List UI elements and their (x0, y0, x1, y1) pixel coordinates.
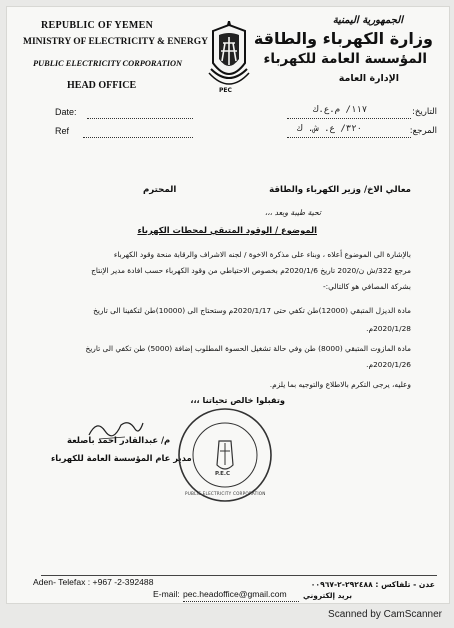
date-label: Date: (55, 107, 77, 117)
para1-line1: بالإشارة الى الموضوع أعلاه ، وبناء على مذكرة الاخوة / لجنه الاشراف والرقابة منحة وقود الكهرباء (113, 250, 411, 259)
logo-caption: PEC (219, 87, 232, 94)
official-stamp (175, 405, 275, 505)
respect-label: المحترم (143, 185, 177, 195)
stamp-ring-text: PUBLIC ELECTRICITY CORPORATION (185, 491, 266, 496)
para2-line1: مادة الديزل المتبقي (12000)طن تكفي حتى 2020/1/17م وستحتاج الى (10000)طن لتكفينا الى تاريخ (93, 306, 411, 315)
signatory-name: م/ عبدالقادر احمد باصلعة (67, 435, 171, 445)
ar-ref-label: المرجع: (409, 126, 437, 136)
addressee: معالي الاخ/ وزير الكهرباء والطاقة (269, 185, 411, 195)
footer-phone-en: Aden- Telefax : +967 -2-392488 (33, 577, 154, 587)
en-header-line-1: REPUBLIC OF YEMEN (41, 20, 154, 31)
ar-header-line-2: وزارة الكهرباء والطاقة (253, 29, 433, 48)
ref-label: Ref (55, 126, 70, 136)
para3-line1: مادة المازوت المتبقي (8000) طن وفي حالة تشغيل الحسوة المطلوب إضافة (5000) طن تكفي الى تاريخ (85, 344, 411, 353)
closing-request: وعليه، يرجى التكرم بالاطلاع والتوجيه بما يلزم. (269, 380, 411, 389)
footer-email-line (183, 601, 299, 602)
pec-logo (205, 21, 253, 97)
en-header-line-3: PUBLIC ELECTRICITY CORPORATION (33, 59, 183, 68)
date-line (87, 118, 193, 119)
ar-header-line-4: الإدارة العامة (338, 73, 399, 84)
footer-phone-ar: عدن - تلفاكس : ٢٩٢٤٨٨-٢-٠٠٩٦٧ (310, 580, 435, 589)
letter-page (6, 6, 450, 604)
ar-header-line-1: الجمهورية اليمنية (332, 15, 403, 26)
camscanner-watermark: Scanned by CamScanner (328, 609, 442, 620)
footer-email: pec.headoffice@gmail.com (183, 589, 287, 599)
en-header-line-2: MINISTRY OF ELECTRICITY & ENERGY (23, 37, 208, 47)
closing-regards: وتقبلوا خالص تحياتنا ،،، (190, 395, 285, 405)
ref-line (83, 137, 193, 138)
footer-email-label-ar: بريد إلكتروني (303, 591, 353, 600)
date-value: ١١٧/ م.ع.ك (313, 105, 368, 115)
greeting: تحية طيبة وبعد ،،، (264, 208, 321, 217)
footer-email-label: E-mail: (153, 589, 180, 599)
para3-line2: 2020/1/26م. (366, 360, 411, 369)
para1-line3: بشركة المصافي هو كالتالي:- (323, 282, 411, 291)
ar-date-line (287, 118, 411, 119)
pec-emblem-icon (205, 21, 253, 97)
para1-line2: مرجع 322/ش ن/2020 تاريخ 2020/1/6م بخصوص الاحتياطي من وقود الكهرباء حسب افادة مدير الإنتاج (91, 266, 411, 275)
ar-header-line-3: المؤسسة العامة للكهرباء (263, 51, 427, 67)
ref-value: ٣٢٠/ ع. ش. ك (297, 124, 363, 134)
stamp-center-text: P.E.C (215, 471, 230, 477)
subject: الموضوع / الوقود المتبقي لمحطات الكهرباء (137, 225, 317, 235)
footer-divider (41, 575, 437, 576)
en-header-line-4: HEAD OFFICE (67, 80, 137, 91)
signatory-title: مدير عام المؤسسة العامة للكهرباء (51, 453, 192, 463)
ar-date-label: التاريخ: (412, 107, 437, 117)
para2-line2: 2020/1/28م. (366, 324, 411, 333)
ar-ref-line (287, 137, 411, 138)
